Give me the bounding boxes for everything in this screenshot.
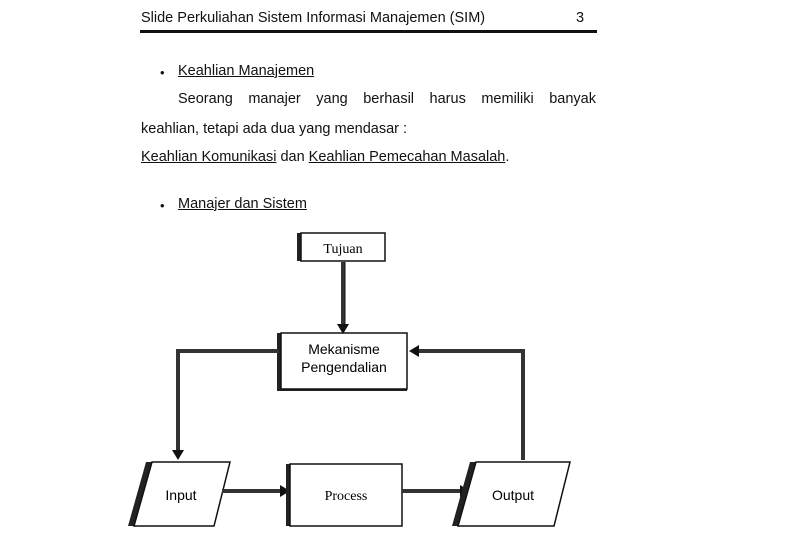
bullet-icon: • [160,198,165,213]
header-title: Slide Perkuliahan Sistem Informasi Manajemen (SIM) [141,10,486,26]
mekanisme-label-line2: Pengendalian [301,359,387,375]
page-number: 3 [576,10,585,26]
paragraph-line-2: keahlian, tetapi ada dua yang mendasar : [141,121,408,137]
output-label: Output [491,487,535,503]
paragraph-line-1: Seorang manajer yang berhasil harus memiliki banyak [178,91,596,107]
mekanisme-box [277,333,407,391]
tujuan-box [297,233,385,261]
process-box [286,464,402,526]
tujuan-label: Tujuan [323,242,363,257]
output-shape [452,462,570,526]
section-heading-manajer-sistem: Manajer dan Sistem [178,196,307,212]
input-label: Input [165,487,197,503]
input-shape [128,462,230,526]
mekanisme-label-line1: Mekanisme [308,341,380,357]
connector-text: dan [276,149,309,165]
section-heading-keahlian: Keahlian Manajemen [178,63,315,79]
skill-pemecahan-masalah: Keahlian Pemecahan Masalah [308,149,506,165]
arrowhead-icon [172,450,184,460]
skill-komunikasi: Keahlian Komunikasi [141,149,277,165]
arrow-output-to-mekanisme [416,351,523,460]
arrow-mekanisme-to-input [178,351,279,453]
arrowhead-icon [409,345,419,357]
bullet-icon: • [160,65,165,80]
period-text: . [505,149,510,165]
process-label: Process [324,489,368,504]
